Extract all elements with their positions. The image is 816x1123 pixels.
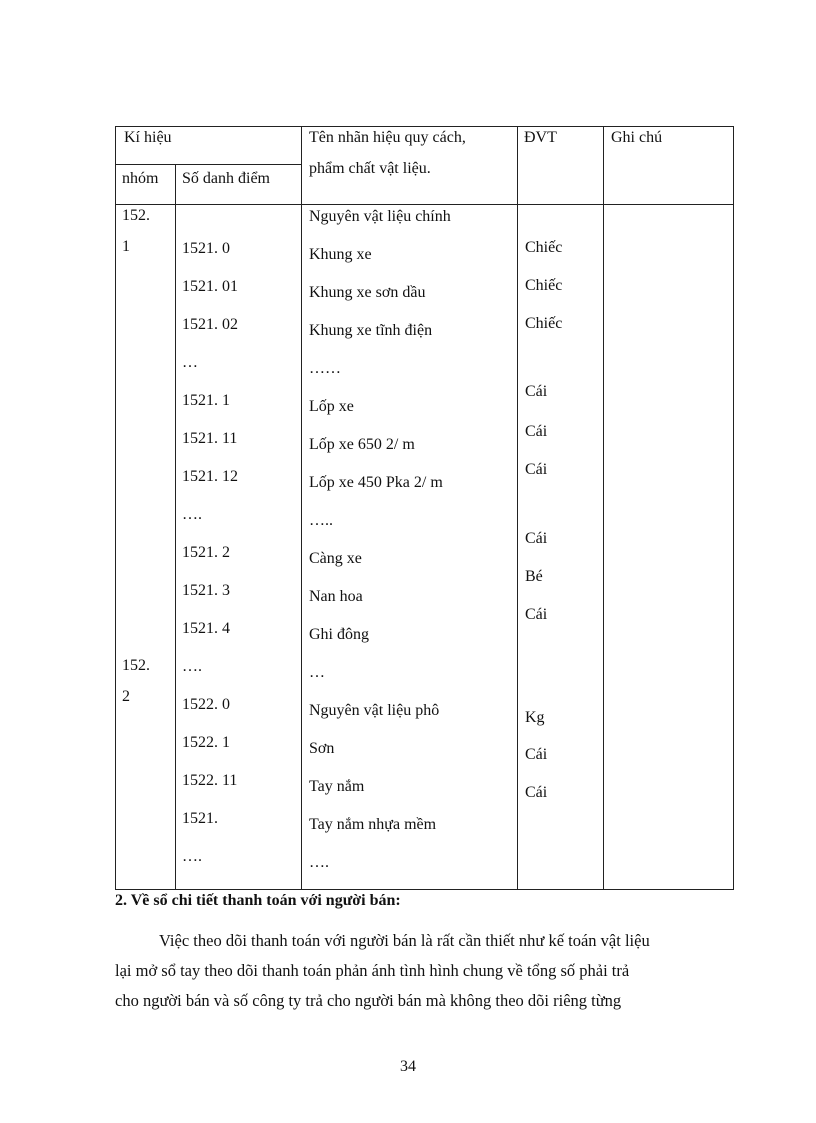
name-cell: Lốp xe — [309, 398, 354, 415]
header-nhom: nhóm — [122, 170, 159, 187]
code-cell: 1521. — [182, 810, 218, 827]
code-cell: 1521. 02 — [182, 316, 238, 333]
name-cell: Nan hoa — [309, 588, 363, 605]
col-divider-dvt — [517, 126, 518, 890]
name-cell: Nguyên vật liệu phô — [309, 702, 440, 719]
paragraph-line: cho người bán và số công ty trả cho người bán mà không theo dõi riêng từng — [115, 991, 622, 1010]
name-cell: Ghi đông — [309, 626, 369, 643]
name-cell: Khung xe tĩnh điện — [309, 322, 433, 339]
code-cell: …. — [182, 506, 202, 523]
paragraph-line: lại mở sổ tay theo dõi thanh toán phản ánh tình hình chung về tổng số phải trả — [115, 961, 630, 980]
col-divider-nhom — [175, 164, 176, 890]
code-cell: 1522. 1 — [182, 734, 230, 751]
group-code: 152. — [122, 657, 150, 674]
name-cell: Lốp xe 450 Pka 2/ m — [309, 474, 443, 491]
header-ten-line2: phẩm chất vật liệu. — [309, 160, 431, 177]
code-cell: 1522. 11 — [182, 772, 238, 789]
name-cell: … — [309, 664, 325, 681]
header-ghi-chu: Ghi chú — [611, 129, 663, 146]
name-cell: Khung xe — [309, 246, 372, 263]
table-border-bottom — [115, 889, 734, 890]
name-cell: …… — [309, 360, 341, 377]
table-border-top — [115, 126, 734, 127]
unit-cell: Cái — [525, 784, 548, 801]
name-cell: …. — [309, 854, 329, 871]
name-cell: Tay nắm nhựa mềm — [309, 816, 437, 833]
unit-cell: Cái — [525, 423, 548, 440]
name-cell: Sơn — [309, 740, 335, 757]
unit-cell: Kg — [525, 709, 545, 726]
header-ten-line1: Tên nhãn hiệu quy cách, — [309, 129, 466, 146]
code-cell: …. — [182, 848, 202, 865]
name-cell: Lốp xe 650 2/ m — [309, 436, 415, 453]
unit-cell: Chiếc — [525, 315, 563, 332]
col-divider-ten — [301, 126, 302, 890]
code-cell: 1522. 0 — [182, 696, 230, 713]
page-number: 34 — [400, 1058, 416, 1075]
code-cell: 1521. 12 — [182, 468, 238, 485]
header-so-danh-diem: Số danh điểm — [182, 170, 270, 187]
name-cell: Khung xe sơn dầu — [309, 284, 426, 301]
unit-cell: Cái — [525, 530, 548, 547]
name-cell: ….. — [309, 512, 333, 529]
code-cell: 1521. 0 — [182, 240, 230, 257]
unit-cell: Cái — [525, 461, 548, 478]
code-cell: 1521. 3 — [182, 582, 230, 599]
unit-cell: Cái — [525, 606, 548, 623]
code-cell: 1521. 01 — [182, 278, 238, 295]
section-heading: 2. Về sổ chi tiết thanh toán với người bán: — [115, 892, 401, 909]
code-cell: 1521. 1 — [182, 392, 230, 409]
header-bottom-line — [115, 204, 734, 205]
code-cell: 1521. 11 — [182, 430, 238, 447]
header-split-line — [115, 164, 301, 165]
header-ki-hieu: Kí hiệu — [124, 129, 172, 146]
table-border-left — [115, 126, 116, 890]
group-code: 1 — [122, 238, 130, 255]
col-divider-ghichu — [603, 126, 604, 890]
code-cell: … — [182, 354, 198, 371]
unit-cell: Cái — [525, 383, 548, 400]
table-border-right — [733, 126, 734, 890]
code-cell: 1521. 2 — [182, 544, 230, 561]
name-cell: Nguyên vật liệu chính — [309, 208, 451, 225]
code-cell: 1521. 4 — [182, 620, 230, 637]
name-cell: Càng xe — [309, 550, 362, 567]
unit-cell: Bé — [525, 568, 543, 585]
name-cell: Tay nắm — [309, 778, 365, 795]
materials-table — [115, 126, 734, 890]
group-code: 2 — [122, 688, 130, 705]
unit-cell: Chiếc — [525, 239, 563, 256]
unit-cell: Chiếc — [525, 277, 563, 294]
code-cell: …. — [182, 658, 202, 675]
group-code: 152. — [122, 207, 150, 224]
header-dvt: ĐVT — [524, 129, 557, 146]
paragraph-line: Việc theo dõi thanh toán với người bán là rất cần thiết như kế toán vật liệu — [159, 931, 650, 950]
unit-cell: Cái — [525, 746, 548, 763]
